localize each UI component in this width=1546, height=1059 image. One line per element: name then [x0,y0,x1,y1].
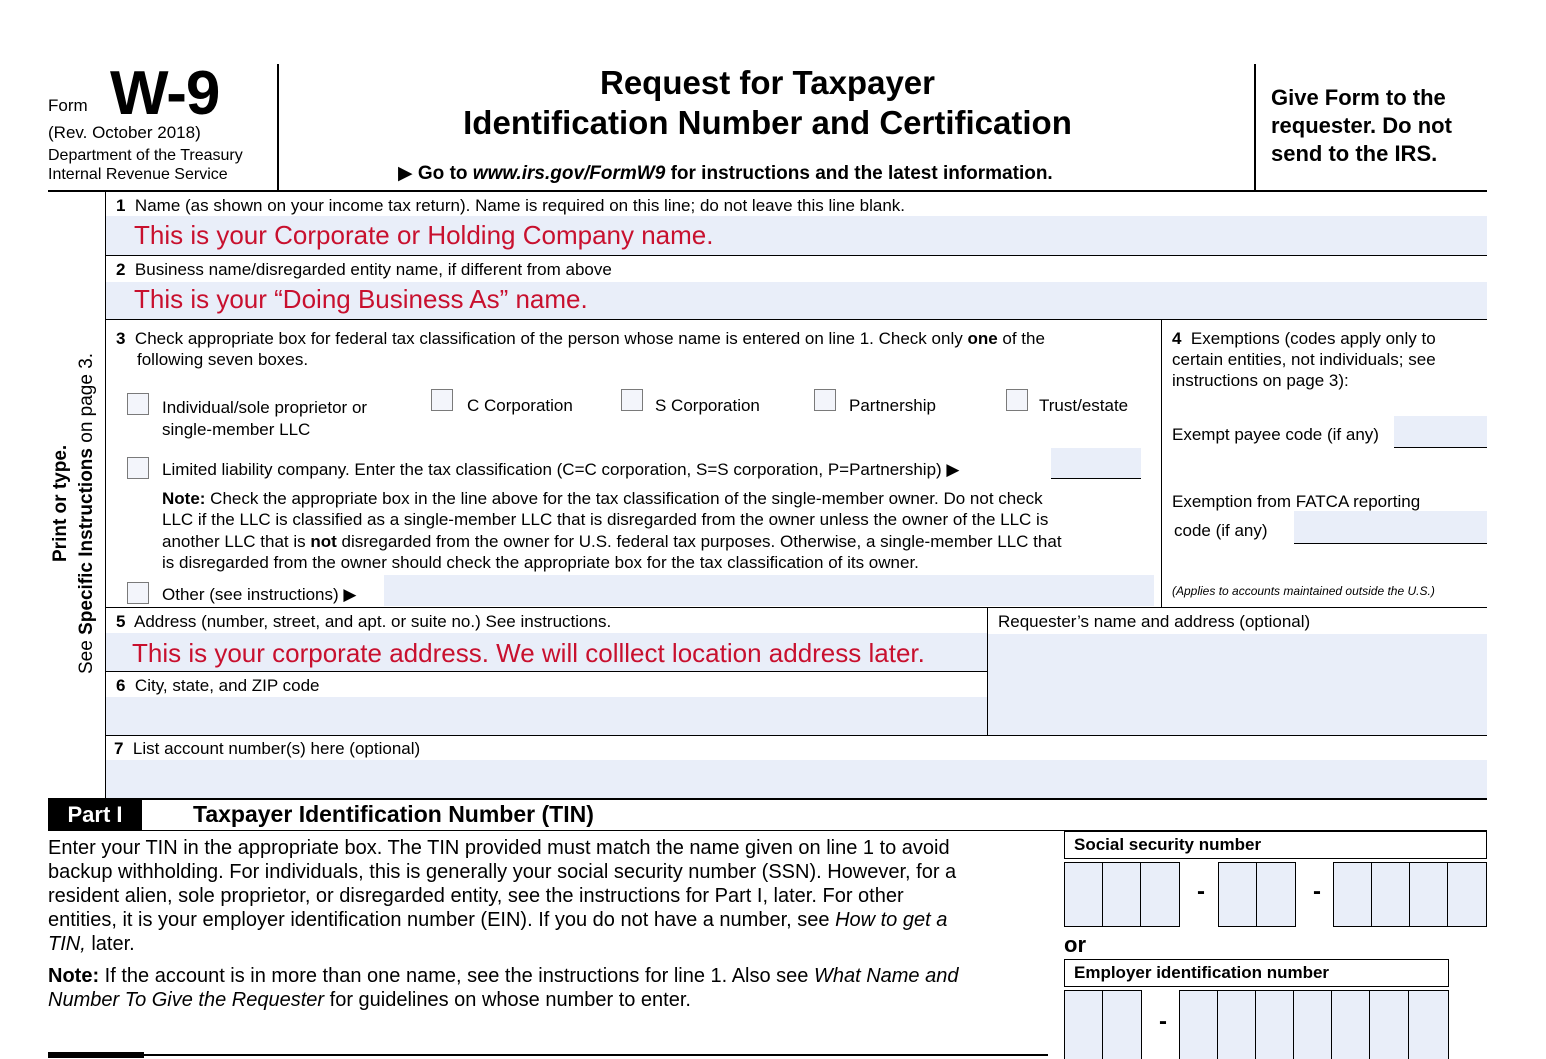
line-4-label-3: instructions on page 3): [1172,371,1349,390]
partnership-label: Partnership [849,396,936,415]
account-numbers-field[interactable] [106,760,1487,798]
line-1-label: 1 Name (as shown on your income tax return). Name is required on this line; do not leave this line blank. [116,196,906,215]
ssn-label-box [1064,831,1487,859]
address-value: This is your corporate address. We will colllect location address later. [132,638,925,668]
other-checkbox[interactable] [127,582,149,604]
ein-label: Employer identification number [1074,963,1330,982]
ssn-label: Social security number [1074,835,1262,854]
other-field[interactable] [384,575,1154,606]
llc-note-4: is disregarded from the owner should check the appropriate box for the tax classification of its owner. [162,553,919,572]
form-number: W-9 [110,59,220,128]
form-word: Form [48,96,88,115]
c-corporation-label: C Corporation [467,396,573,415]
name-value: This is your Corporate or Holding Company name. [134,220,714,250]
goto-instructions: ▶ Go to www.irs.gov/FormW9 for instructions and the latest information. [398,163,1053,184]
llc-note-3: another LLC that is not disregarded from the owner for U.S. federal tax purposes. Otherwise, a single-member LLC that [162,532,1062,551]
part-1-instructions: Enter your TIN in the appropriate box. The TIN provided must match the name given on line 1 to avoid backup withholding. For individuals, this is generally your social security number (SSN). However, for a resident alien, sole proprietor, or disregarded entity, see the instructions for Part I, later. For other entities, it is your employer identification number (EIN). If you do not have a number, see How to get a TIN, later. [48,837,957,955]
part-1-badge: Part I [48,800,142,830]
requester-field[interactable] [988,634,1487,735]
ein-label-box [1064,959,1449,987]
part-1-title: Taxpayer Identification Number (TIN) [193,801,594,827]
ssn-dash-2: - [1313,878,1321,905]
ein-prefix-boxes[interactable] [1064,990,1142,1059]
individual-checkbox[interactable] [127,393,149,415]
form-title-line-1: Request for Taxpayer [600,64,935,101]
ein-number-boxes[interactable] [1179,990,1449,1059]
form-title-line-2: Identification Number and Certification [463,104,1072,141]
fatca-applies-note: (Applies to accounts maintained outside the U.S.) [1172,584,1435,598]
line-2-label: 2 Business name/disregarded entity name, if different from above [116,260,612,279]
line-5-label: 5 Address (number, street, and apt. or suite no.) See instructions. [116,612,612,631]
llc-classification-field[interactable] [1051,448,1141,479]
part-1-note: Note: If the account is in more than one name, see the instructions for line 1. Also see What Name and Number To Give the Requester for guidelines on whose number to enter. [48,965,959,1011]
exempt-payee-label: Exempt payee code (if any) [1172,425,1379,444]
city-state-zip-field[interactable] [106,697,987,735]
s-corporation-label: S Corporation [655,396,760,415]
business-name-value: This is your “Doing Business As” name. [134,284,588,314]
ein-dash: - [1159,1008,1167,1035]
other-label: Other (see instructions) ▶ [162,585,357,604]
department: Department of the Treasury [48,147,243,164]
revision-date: (Rev. October 2018) [48,123,201,142]
llc-note-1: Note: Check the appropriate box in the line above for the tax classification of the single-member owner. Do not check [162,489,1043,508]
s-corporation-checkbox[interactable] [621,389,643,411]
irs-url-link[interactable]: www.irs.gov/FormW9 [472,163,666,184]
give-form-note: Give Form to the requester. Do not send to the IRS. [1271,85,1452,166]
requester-label: Requester’s name and address (optional) [998,612,1311,631]
line-7-label: 7 List account number(s) here (optional) [114,739,421,758]
exempt-payee-field[interactable] [1394,416,1487,448]
llc-note-2: LLC if the LLC is classified as a single-member LLC that is disregarded from the owner unless the owner of the LLC is [162,510,1049,529]
line-3-label: 3 Check appropriate box for federal tax classification of the person whose name is entered on line 1. Check only one of the [116,329,1045,348]
print-or-type: Print or type. [50,444,71,562]
trust-estate-checkbox[interactable] [1006,389,1028,411]
or-separator: or [1064,932,1086,957]
fatca-field[interactable] [1294,511,1487,544]
ssn-group-boxes[interactable] [1218,862,1296,927]
partnership-checkbox[interactable] [814,389,836,411]
c-corporation-checkbox[interactable] [431,389,453,411]
fatca-label-2: code (if any) [1174,521,1268,540]
line-4-label-2: certain entities, not individuals; see [1172,350,1436,369]
ssn-area-boxes[interactable] [1064,862,1180,927]
line-3-label-cont: following seven boxes. [137,350,309,369]
line-4-label: 4 Exemptions (codes apply only to [1172,329,1436,348]
llc-checkbox[interactable] [127,457,149,479]
line-6-label: 6 City, state, and ZIP code [116,676,320,695]
arrow-right-icon: ▶ [398,163,413,184]
see-specific-instructions: See Specific Instructions on page 3. [76,352,97,674]
individual-label: Individual/sole proprietor or [162,398,368,417]
individual-label-2: single-member LLC [162,420,311,439]
ssn-dash-1: - [1197,878,1205,905]
llc-label: Limited liability company. Enter the tax classification (C=C corporation, S=S corporation, P=Partnership) ▶ [162,460,960,479]
fatca-label: Exemption from FATCA reporting [1172,492,1421,511]
agency: Internal Revenue Service [48,166,228,183]
trust-estate-label: Trust/estate [1039,396,1129,415]
ssn-serial-boxes[interactable] [1333,862,1487,927]
